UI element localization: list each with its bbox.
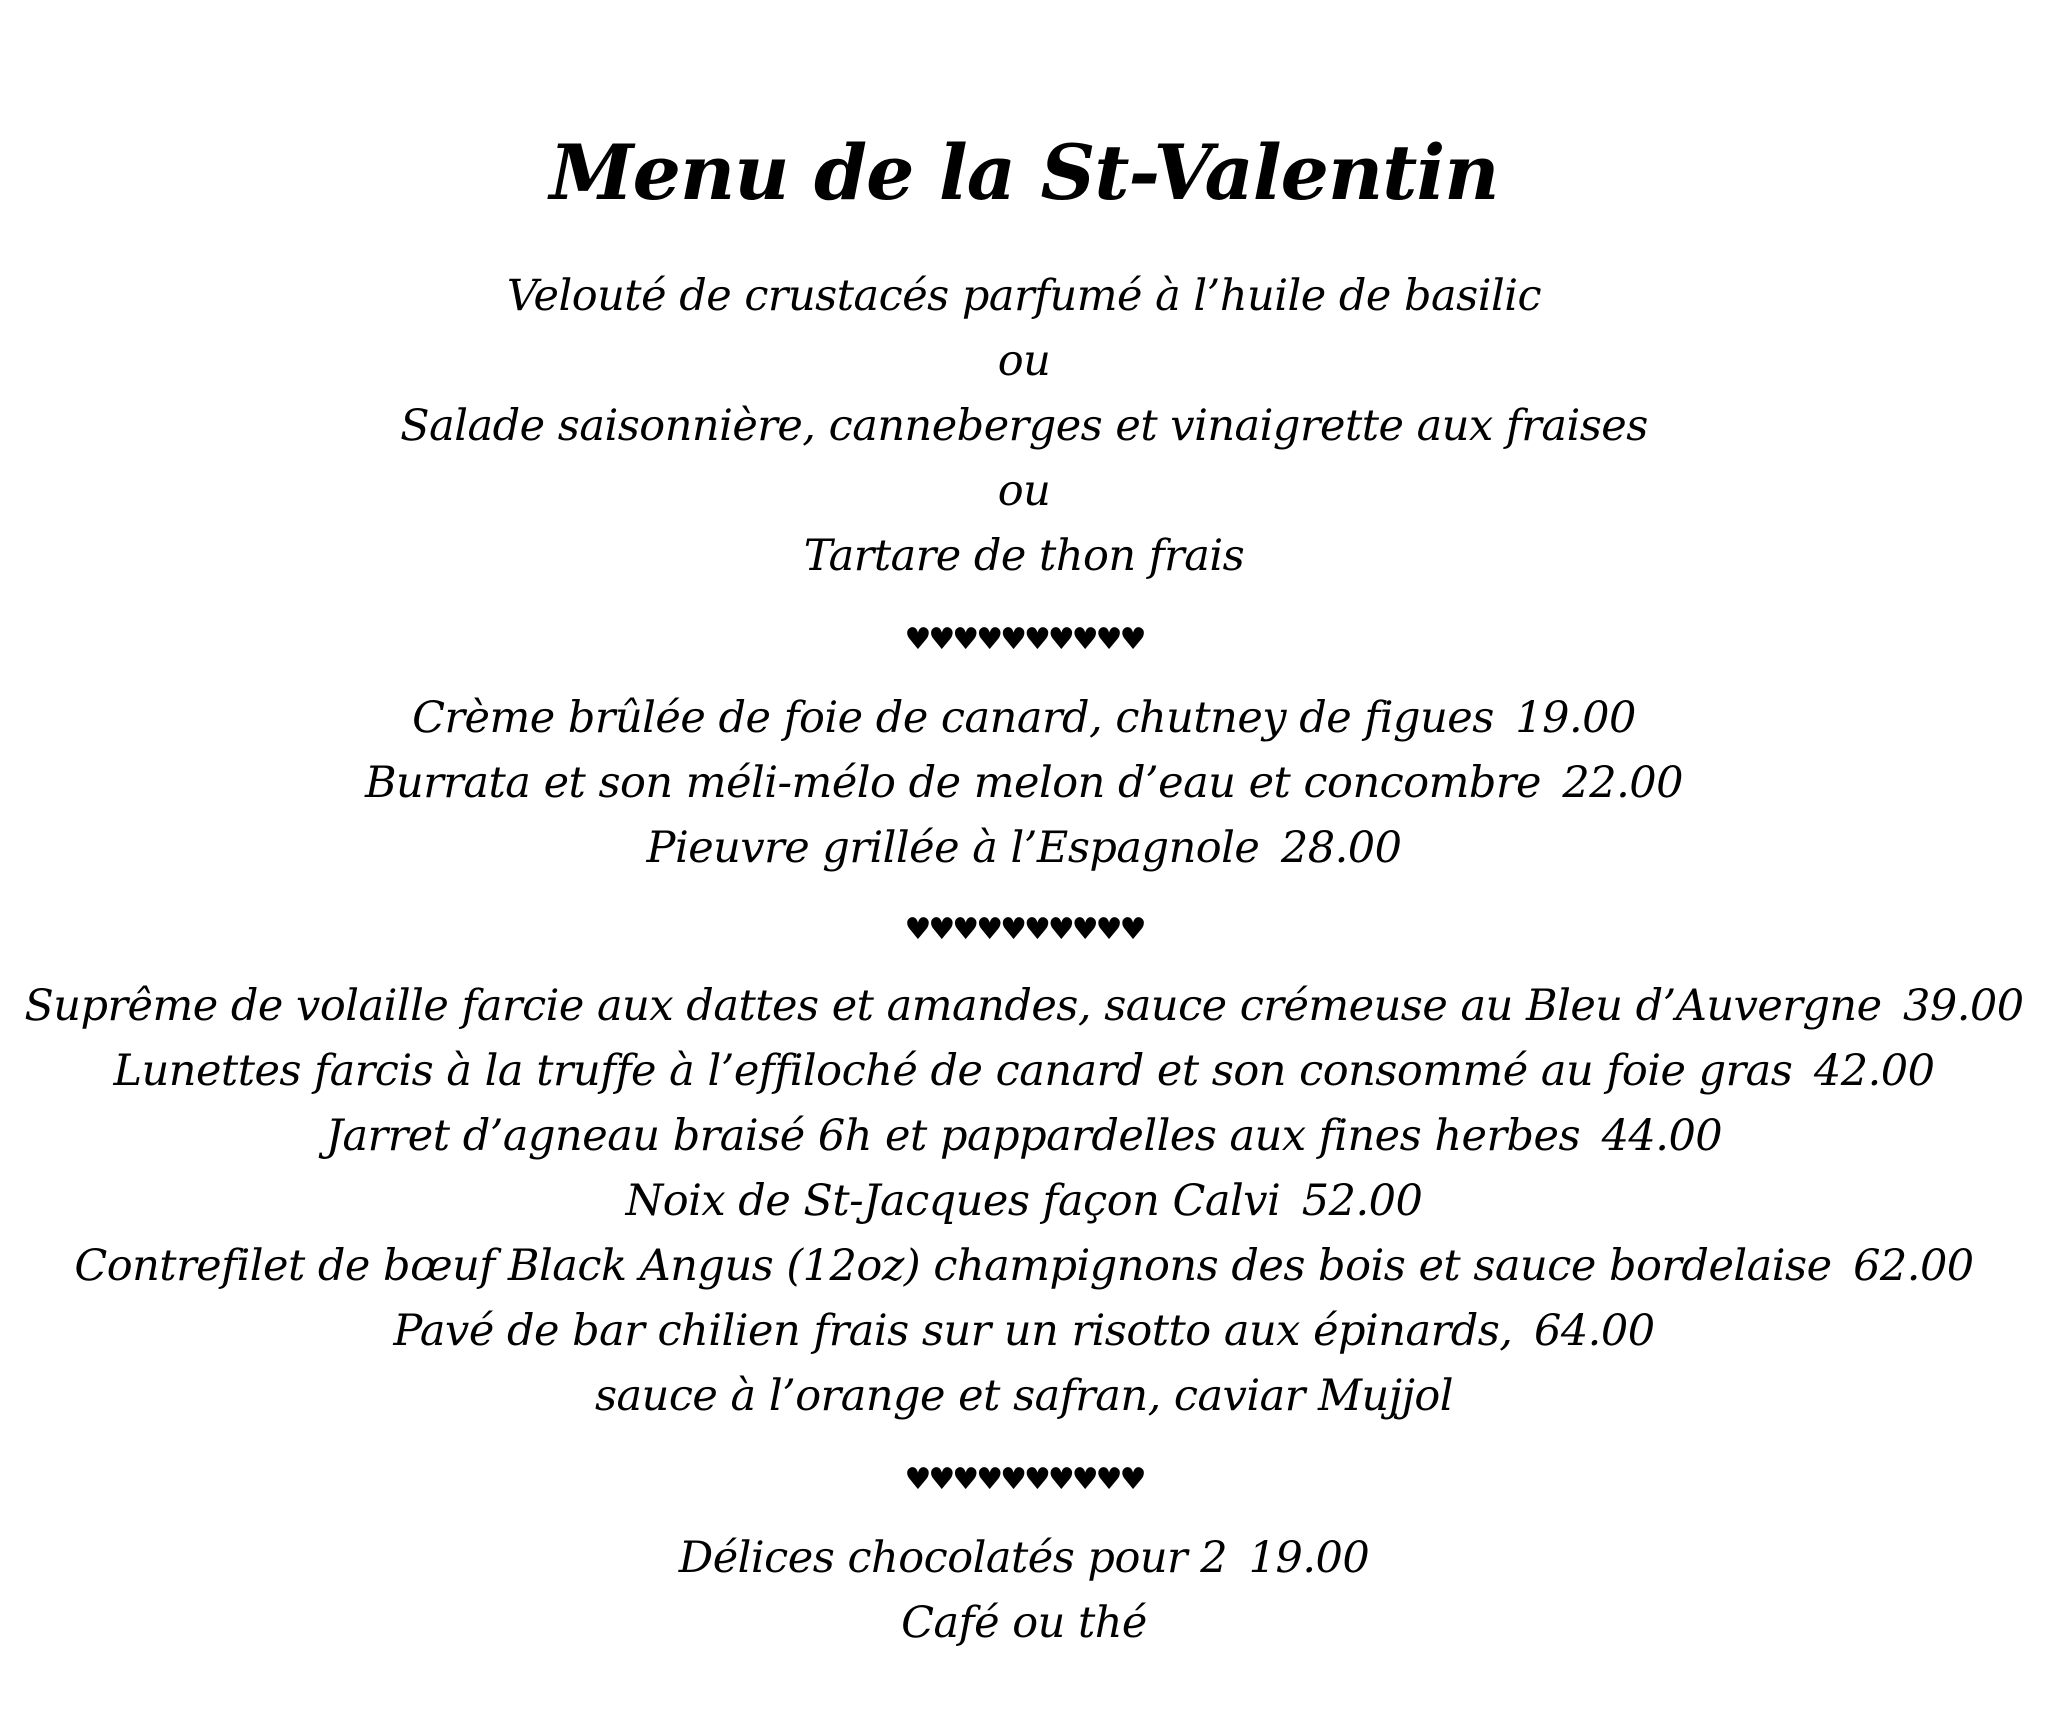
starter-or-2: ou (997, 466, 1051, 516)
main-name: Jarret d’agneau braisé 6h et pappardelles aux fines herbes (325, 1111, 1581, 1161)
starter-item-2: Salade saisonnière, canneberges et vinaigrette aux fraises (400, 401, 1648, 451)
dessert-item-2: Café ou thé (901, 1598, 1147, 1648)
main-item-6-note: sauce à l’orange et safran, caviar Mujjol (594, 1371, 1454, 1421)
heart-separator-1: ♥♥♥♥♥♥♥♥♥♥ (904, 622, 1144, 657)
appetizer-item-3 (0, 823, 2048, 873)
appetizer-price: 28.00 (1280, 823, 1402, 873)
main-item-1 (0, 981, 2048, 1031)
main-price: 42.00 (1813, 1046, 1935, 1096)
starter-item-3: Tartare de thon frais (803, 531, 1245, 581)
appetizer-item-1 (0, 693, 2048, 743)
menu-title: Menu de la St-Valentin (549, 128, 1499, 217)
appetizer-price: 19.00 (1515, 693, 1636, 743)
appetizer-name: Crème brûlée de foie de canard, chutney de figues (412, 693, 1494, 743)
starter-item-1: Velouté de crustacés parfumé à l’huile de basilic (506, 271, 1542, 321)
main-name: Lunettes farcis à la truffe à l’effiloché de canard et son consommé au foie gras (113, 1046, 1793, 1096)
main-price: 52.00 (1301, 1176, 1423, 1226)
appetizer-name: Burrata et son méli-mélo de melon d’eau et concombre (364, 758, 1541, 808)
main-item-5 (0, 1241, 2048, 1291)
heart-separator-2: ♥♥♥♥♥♥♥♥♥♥ (904, 912, 1144, 947)
main-name: Suprême de volaille farcie aux dattes et amandes, sauce crémeuse au Bleu d’Auvergne (24, 981, 1882, 1031)
main-name: Noix de St-Jacques façon Calvi (625, 1176, 1281, 1226)
main-price: 62.00 (1853, 1241, 1974, 1291)
appetizer-name: Pieuvre grillée à l’Espagnole (646, 823, 1260, 873)
heart-separator-3: ♥♥♥♥♥♥♥♥♥♥ (904, 1462, 1144, 1497)
main-name: Pavé de bar chilien frais sur un risotto aux épinards, (393, 1306, 1513, 1356)
main-item-6 (0, 1306, 2048, 1356)
main-price: 39.00 (1903, 981, 2024, 1031)
appetizer-price: 22.00 (1562, 758, 1684, 808)
dessert-price: 19.00 (1248, 1533, 1370, 1583)
main-item-4 (0, 1176, 2048, 1226)
appetizer-item-2 (0, 758, 2048, 808)
dessert-item-1 (0, 1533, 2048, 1583)
main-price: 44.00 (1601, 1111, 1723, 1161)
main-name: Contrefilet de bœuf Black Angus (12oz) champignons des bois et sauce bordelaise (74, 1241, 1832, 1291)
main-price: 64.00 (1533, 1306, 1655, 1356)
starter-or-1: ou (997, 336, 1051, 386)
dessert-name: Délices chocolatés pour 2 (678, 1533, 1228, 1583)
main-item-3 (0, 1111, 2048, 1161)
main-item-2 (0, 1046, 2048, 1096)
